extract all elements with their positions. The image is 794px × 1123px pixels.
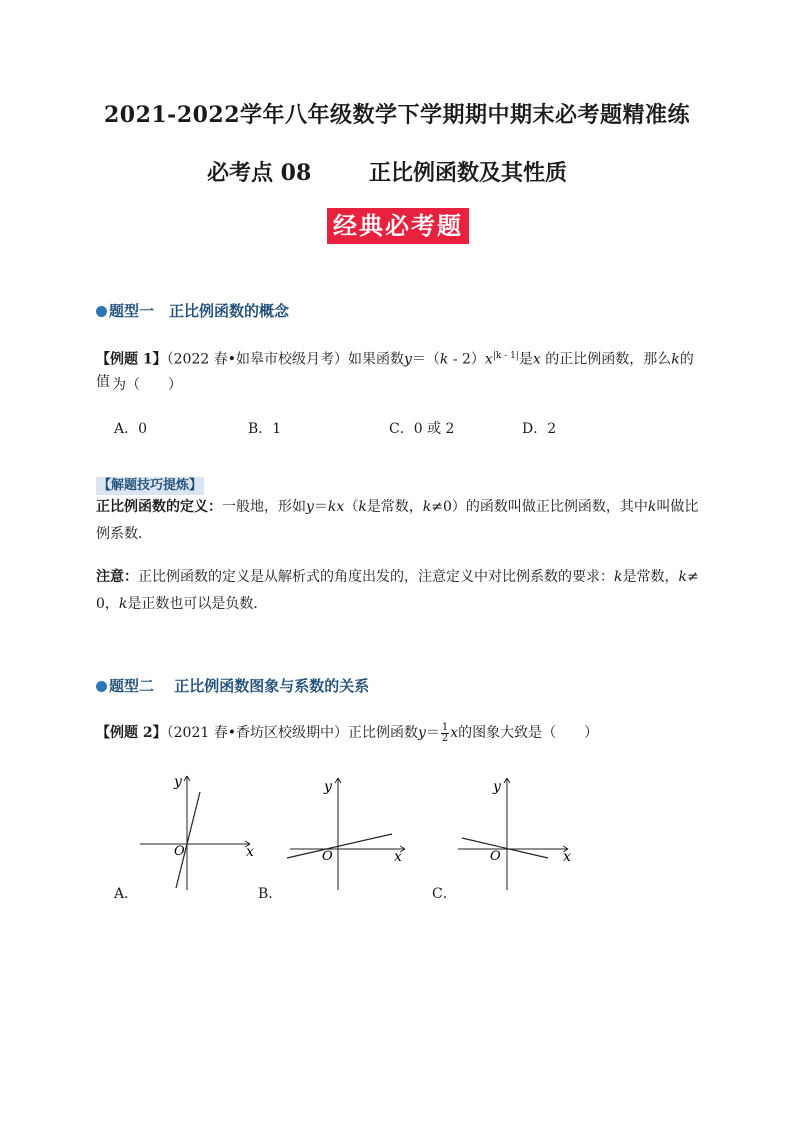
var-k: k xyxy=(118,596,128,612)
option-d: D．2 xyxy=(522,421,557,437)
graph-b-x-label: x xyxy=(394,849,402,865)
var-k: k xyxy=(439,351,449,368)
fraction-numerator: 1 xyxy=(441,721,449,733)
section-heading-1 xyxy=(96,300,289,321)
document-title: 2021-2022学年八年级数学下学期期中期末必考题精准练 xyxy=(103,102,691,128)
option-a: A．0 xyxy=(114,421,148,437)
graph-b-origin: O xyxy=(322,849,333,864)
topic-title: 正比例函数及其性质 xyxy=(369,160,568,186)
example-2-question xyxy=(96,722,706,744)
var-x: x xyxy=(532,351,541,368)
definition-paragraph xyxy=(96,496,706,518)
note-label: 注意： xyxy=(96,569,138,585)
section-heading-1-text: 题型一 正比例函数的概念 xyxy=(109,302,290,320)
graph-b xyxy=(280,770,420,896)
note-paragraph xyxy=(96,566,706,588)
note-text: 是正数也可以是负数． xyxy=(127,596,268,612)
var-k: k xyxy=(671,351,680,368)
example-1-source: （2022 春•如皋市校级月考） xyxy=(166,351,348,368)
note-text: 0， xyxy=(96,596,119,612)
graph-c-origin: O xyxy=(490,849,501,864)
graph-a xyxy=(110,768,270,898)
var-k: k xyxy=(614,569,623,585)
q-text: 是 xyxy=(518,351,533,368)
note-text: 是常数， xyxy=(622,569,679,585)
q-text: 正比例函数 xyxy=(347,725,418,741)
var-x: x xyxy=(484,351,493,368)
var-x: x xyxy=(450,725,459,741)
exponent: |k - 1| xyxy=(492,351,519,361)
def-text: ≠0）的函数叫做正比例函数，其中 xyxy=(431,499,648,515)
q-text: ＝ xyxy=(425,725,440,741)
var-y: y xyxy=(403,351,412,368)
var-k: k xyxy=(422,499,432,515)
var-y: y xyxy=(417,725,426,741)
graph-b-y-label: y xyxy=(324,779,332,795)
graph-c-y-label: y xyxy=(493,779,501,795)
bullet-dot-icon xyxy=(96,306,107,317)
fraction-denominator: 2 xyxy=(441,732,449,744)
var-k: k xyxy=(678,569,687,585)
q-text: 的图象大致是（ ） xyxy=(458,725,599,741)
graph-a-option: A． xyxy=(114,886,139,902)
graph-b-option: B． xyxy=(258,886,283,902)
tips-tag: 【解题技巧提炼】 xyxy=(98,478,203,493)
var-k: k xyxy=(647,499,657,515)
q-text: ＝（ xyxy=(411,351,440,368)
note-line2 xyxy=(96,593,267,615)
note-text: 正比例函数的定义是从解析式的角度出发的，注意定义中对比例系数的要求： xyxy=(138,569,614,585)
var-k: k xyxy=(358,499,367,515)
bullet-dot-icon xyxy=(96,681,107,692)
example-1-question xyxy=(96,345,706,393)
def-text: （ xyxy=(344,499,359,515)
fraction-one-half xyxy=(441,723,449,744)
example-1-label: 【例题 1】 xyxy=(96,351,167,368)
def-text: 一般地，形如 xyxy=(222,499,306,515)
section-heading-2-text: 题型二 正比例函数图象与系数的关系 xyxy=(109,677,370,695)
q-text: 的正比例函数，那么 xyxy=(540,351,672,368)
graph-c-function-line xyxy=(462,838,548,858)
graph-a-x-label: x xyxy=(246,844,254,860)
var-kx: kx xyxy=(327,499,345,515)
q-text: 的值 xyxy=(96,351,694,390)
graph-a-y-label: y xyxy=(174,774,182,790)
var-y: y xyxy=(306,499,314,515)
classic-badge: 经典必考题 xyxy=(327,208,469,244)
graph-c xyxy=(450,770,590,896)
graph-c-x-label: x xyxy=(563,849,571,865)
example-1-line2: 为（ ） xyxy=(112,377,182,393)
def-text: 叫做比 xyxy=(656,499,699,515)
graph-c-option: C． xyxy=(432,886,457,902)
q-text: - 2） xyxy=(448,351,485,368)
def-text: ＝ xyxy=(313,499,328,515)
definition-line2: 例系数． xyxy=(96,526,152,542)
graph-a-function-line xyxy=(176,792,200,888)
graph-a-origin: O xyxy=(174,844,185,859)
definition-label: 正比例函数的定义： xyxy=(96,499,222,515)
def-text: 是常数， xyxy=(366,499,423,515)
test-point-number: 必考点 08 xyxy=(207,160,312,186)
example-2-source: （2021 春•香坊区校级期中） xyxy=(166,725,348,741)
q-text: 如果函数 xyxy=(347,351,404,368)
example-2-label: 【例题 2】 xyxy=(96,725,167,741)
note-text: ≠ xyxy=(686,569,699,585)
option-b: B．1 xyxy=(248,421,282,437)
graph-b-function-line xyxy=(287,834,392,858)
section-heading-2 xyxy=(96,675,369,696)
option-c: C．0 或 2 xyxy=(389,421,455,437)
